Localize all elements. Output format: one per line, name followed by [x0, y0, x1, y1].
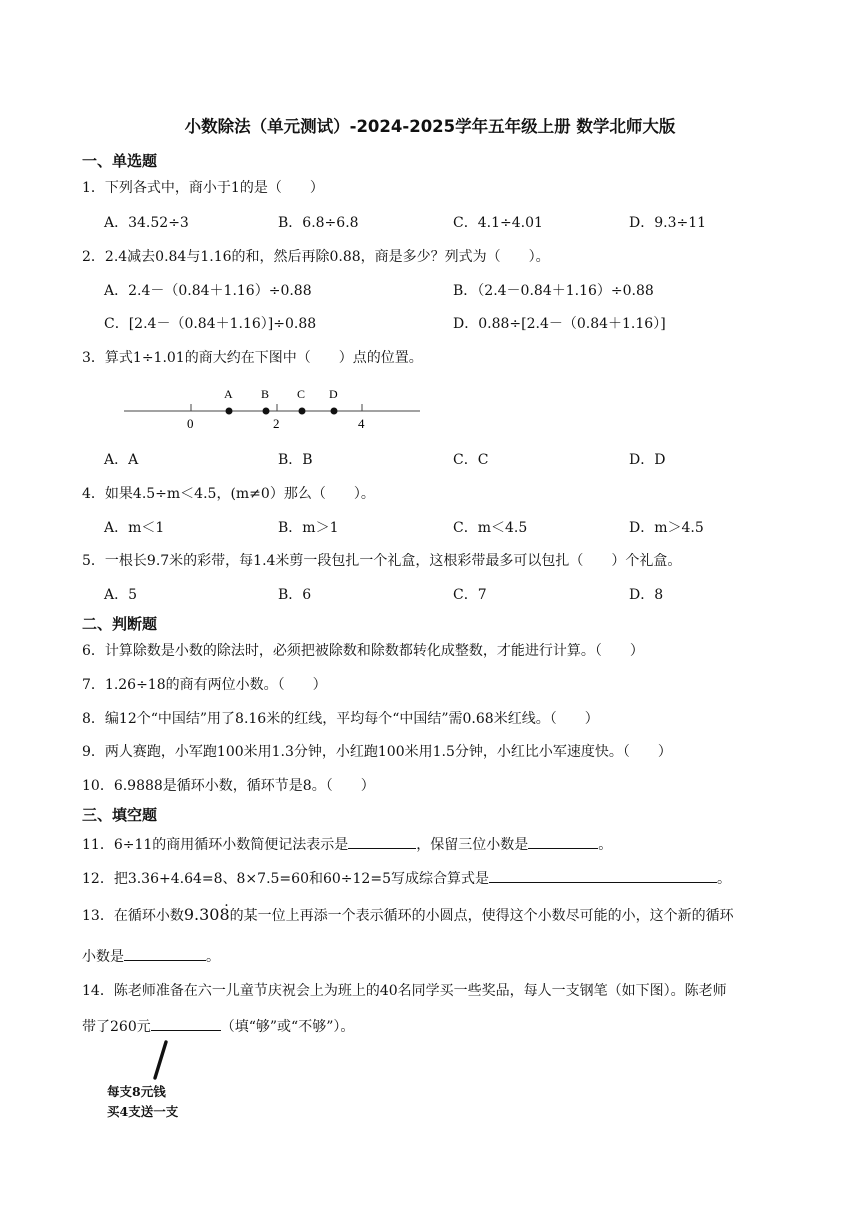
tick-label-0: 0 — [187, 416, 194, 431]
question-13-part-a: 13．在循环小数 — [82, 908, 184, 924]
page-title: 小数除法（单元测试）-2024-2025学年五年级上册 数学北师大版 — [184, 117, 676, 136]
question-5-option-c[interactable]: C．7 — [453, 587, 487, 603]
question-3-option-b[interactable]: B．B — [278, 452, 313, 468]
question-13-part-d: 。 — [206, 949, 220, 965]
answer-blank-11a[interactable] — [348, 834, 416, 849]
question-11 — [82, 834, 612, 854]
question-1-option-d[interactable]: D．9.3÷11 — [629, 215, 707, 231]
question-4-option-b[interactable]: B．m＞1 — [278, 520, 339, 536]
question-4-option-d[interactable]: D．m＞4.5 — [629, 520, 704, 536]
question-4-option-c[interactable]: C．m＜4.5 — [453, 520, 528, 536]
question-2-option-d[interactable]: D．0.88÷[2.4－（0.84＋1.16）] — [453, 316, 666, 332]
question-3-option-a[interactable]: A．A — [104, 452, 139, 468]
question-14-line-1: 14．陈老师准备在六一儿童节庆祝会上为班上的40名同学买一些奖品，每人一支钢笔（如下图）。陈老师 — [82, 983, 727, 999]
question-1-option-b[interactable]: B．6.8÷6.8 — [278, 215, 359, 231]
question-14-part-a: 带了260元 — [82, 1019, 151, 1035]
answer-blank-12[interactable] — [489, 868, 717, 883]
tick-label-4: 4 — [358, 416, 365, 431]
question-3-option-c[interactable]: C．C — [453, 452, 489, 468]
question-2-option-a[interactable]: A．2.4－（0.84＋1.16）÷0.88 — [104, 283, 312, 299]
question-4-option-a[interactable]: A．m＜1 — [104, 520, 165, 536]
question-7: 7．1.26÷18的商有两位小数。（ ） — [82, 677, 327, 693]
question-13-line-1 — [82, 906, 734, 925]
point-c — [299, 408, 306, 415]
question-5-stem: 5．一根长9.7米的彩带，每1.4米剪一段包扎一个礼盒，这根彩带最多可以包扎（ ）个礼盒。 — [82, 553, 682, 569]
answer-blank-11b[interactable] — [528, 834, 598, 849]
answer-blank-13[interactable] — [124, 946, 206, 961]
question-14-part-b: （填“够”或“不够”）。 — [220, 1019, 355, 1035]
question-12 — [82, 868, 731, 888]
question-1-option-a[interactable]: A．34.52÷3 — [104, 215, 189, 231]
question-4-stem: 4．如果4.5÷m＜4.5，(m≠0）那么（ ）。 — [82, 486, 375, 502]
question-5-option-d[interactable]: D．8 — [629, 587, 664, 603]
point-label-b: B — [261, 387, 270, 401]
pen-offer-caption: 买4支送一支 — [107, 1104, 179, 1119]
point-b — [263, 408, 270, 415]
question-13-part-c: 小数是 — [82, 949, 124, 965]
question-3-option-d[interactable]: D．D — [629, 452, 666, 468]
section-heading-true-false: 二、判断题 — [82, 615, 158, 633]
question-11-part-a: 11．6÷11的商用循环小数简便记法表示是 — [82, 837, 349, 853]
question-5-option-a[interactable]: A．5 — [104, 587, 138, 603]
pen-price-caption: 每支8元钱 — [107, 1084, 166, 1099]
tick-label-2: 2 — [273, 416, 280, 431]
repeating-decimal: 9.308 · — [184, 905, 230, 924]
point-label-d: D — [329, 387, 338, 401]
pen-icon — [146, 1040, 176, 1082]
point-label-c: C — [297, 387, 306, 401]
question-9: 9．两人赛跑，小军跑100米用1.3分钟，小红跑100米用1.5分钟，小红比小军速度快。（ ） — [82, 744, 672, 760]
point-label-a: A — [224, 387, 233, 401]
question-12-part-b: 。 — [716, 871, 731, 887]
question-8: 8．编12个“中国结”用了8.16米的红线，平均每个“中国结”需0.68米红线。（ ） — [82, 711, 599, 727]
question-2-option-c[interactable]: C．[2.4－（0.84＋1.16）]÷0.88 — [104, 316, 317, 332]
section-heading-fill-in: 三、填空题 — [82, 806, 158, 824]
question-6: 6．计算除数是小数的除法时，必须把被除数和除数都转化成整数，才能进行计算。（ ） — [82, 643, 644, 659]
question-11-part-b: ，保留三位小数是 — [416, 837, 529, 853]
question-13-part-b: 的某一位上再添一个表示循环的小圆点，使得这个小数尽可能的小，这个新的循环 — [229, 908, 734, 924]
question-1-option-c[interactable]: C．4.1÷4.01 — [453, 215, 543, 231]
question-2-option-b[interactable]: B．（2.4－0.84＋1.16）÷0.88 — [453, 283, 654, 299]
question-14-line-2 — [82, 1016, 354, 1036]
number-line-figure — [118, 382, 428, 434]
question-12-part-a: 12．把3.36+4.64=8、8×7.5=60和60÷12=5写成综合算式是 — [82, 871, 489, 887]
question-1-stem: 1．下列各式中，商小于1的是（ ） — [82, 180, 324, 196]
answer-blank-14[interactable] — [151, 1016, 221, 1031]
question-11-part-c: 。 — [598, 837, 613, 853]
repeating-digit: 8 · — [219, 906, 229, 924]
point-d — [331, 408, 338, 415]
question-10: 10．6.9888是循环小数，循环节是8。（ ） — [82, 778, 375, 794]
question-3-stem: 3．算式1÷1.01的商大约在下图中（ ）点的位置。 — [82, 350, 423, 366]
question-2-stem: 2．2.4减去0.84与1.16的和，然后再除0.88，商是多少？列式为（ ）。 — [82, 249, 550, 265]
question-13-line-2 — [82, 946, 220, 966]
question-5-option-b[interactable]: B．6 — [278, 587, 312, 603]
point-a — [226, 408, 233, 415]
section-heading-single-choice: 一、单选题 — [82, 152, 158, 170]
